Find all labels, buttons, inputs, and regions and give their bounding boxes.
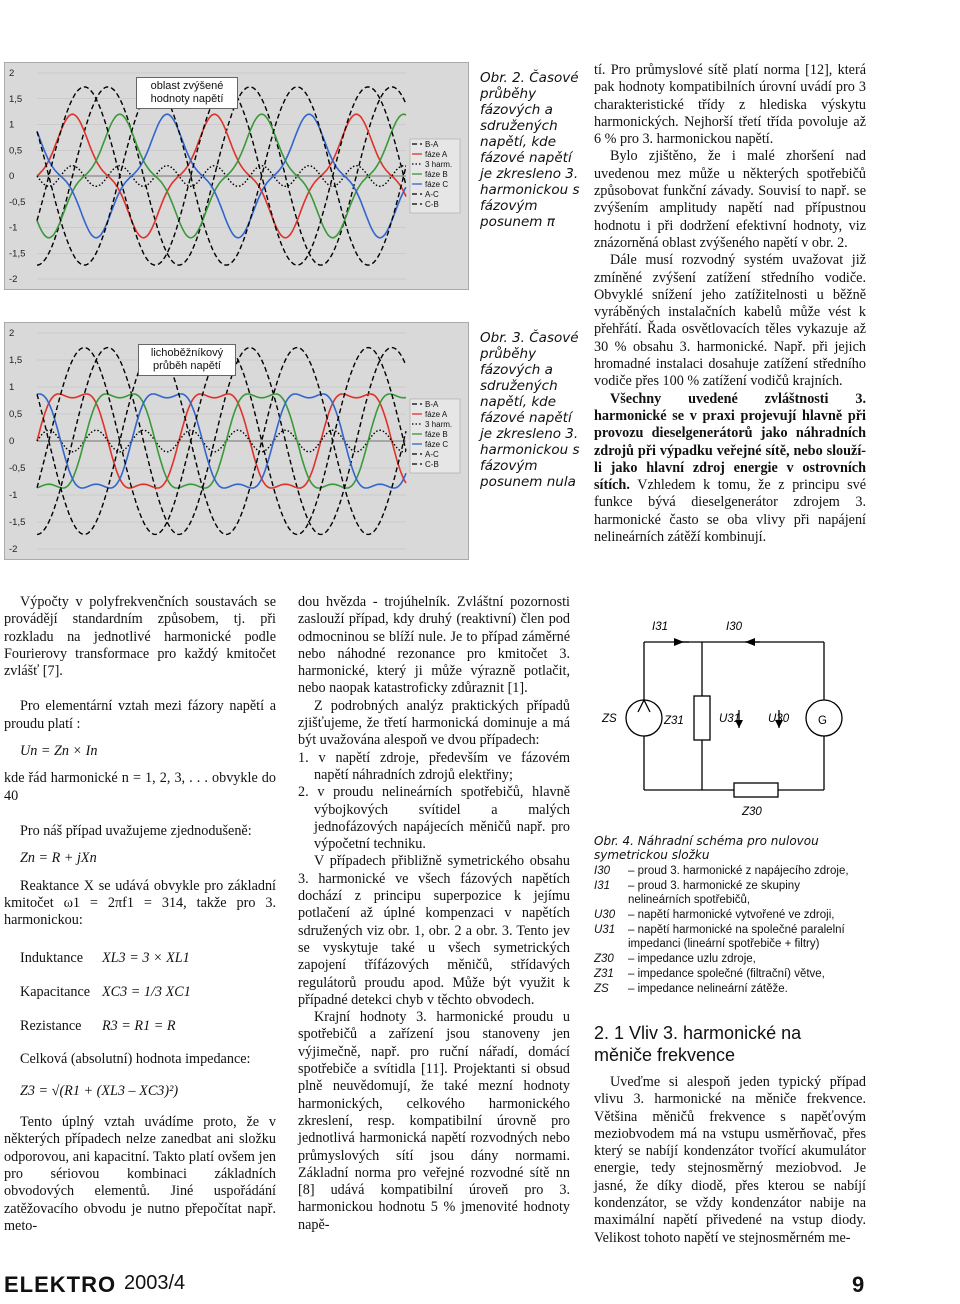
figure-3-svg: [5, 323, 468, 559]
inductance-label: Induktance: [20, 950, 84, 967]
y-tick-label: -1: [9, 490, 18, 501]
figure-3-caption: Obr. 3. Časové průběhy fázových a sdružených napětí, kde fázové napětí je zkresleno 3. harmonickou s fázovým posunem nula: [480, 330, 580, 490]
paragraph: Krajní hodnoty 3. harmonické proudu u spotřebičů a zařízení jsou stanoveny jen výjimečně, např. pro ruční nářadí, domácí spotřebiče a svítidla [11]. Projektanti si obsud plně neuvědomují, že také mezní hodnoty harmonických, celkového harmonického zkreslení, resp. kompatibilní úrovně pro jednotlivá harmonická napětí rozvodných nebo průmyslových sítí jsou dány normami. Základní norma pro veřejné rozvodné sítě nn [8] udává kompatibilní úroveň pro 3. harmonickou hodnotu 5 % jmenovité hodnoty napě-: [298, 1009, 570, 1233]
legend-text: – impedance uzlu zdroje,: [628, 953, 756, 965]
legend-text: – proud 3. harmonické z napájecího zdroje,: [628, 865, 849, 877]
formula-ohm: Un = Zn × In: [20, 743, 98, 760]
label-g: G: [818, 715, 827, 727]
y-tick-label: 1,5: [9, 93, 23, 105]
y-tick-label: 1: [9, 382, 15, 393]
paragraph: Z podrobných analýz praktických případů zjišťujeme, že třetí harmonická dominuje a má být uvažována alespoň ve dvou případech:: [298, 697, 570, 749]
legend-text: – proud 3. harmonické ze skupiny nelineárních spotřebičů,: [628, 880, 800, 906]
column-1: [4, 594, 276, 1235]
label-i30: I30: [726, 621, 742, 633]
legend-label: fáze B: [425, 430, 448, 439]
legend-label: fáze C: [425, 180, 449, 189]
legend-item: [594, 967, 864, 981]
y-tick-label: -2: [9, 544, 18, 555]
figure-4-legend: [594, 864, 864, 997]
resistance-label: Rezistance: [20, 1018, 82, 1035]
bold-text: Všechny uvedené zvláštnosti 3. harmonické se v praxi projevují hlavně při provozu dieselgenerátorů jako náhradních zdrojů při výpadku veřejné sítě, nebo slouží-li jako hlavní zdroj energie v ostrovních sítích.: [594, 390, 866, 494]
paragraph: Pro náš případ uvažujeme zjednodušeně:: [20, 822, 252, 839]
y-tick-label: -2: [9, 274, 18, 285]
y-tick-label: 2: [9, 68, 15, 79]
resistance-formula: R3 = R1 = R: [102, 1018, 176, 1035]
inductance-formula: XL3 = 3 × XL1: [102, 950, 190, 967]
label-z31: Z31: [664, 715, 684, 727]
paragraph: dou hvězda - trojúhelník. Zvláštní pozornosti zaslouží případ, kdy druhý (reaktivní) člen pod odmocninou se blíží nule. Je to případ záměrné nebo náhodné rezonance pro kmitočet 3. harmonické, který ji může výrazně potlačit, nebo naopak katastroficky zdůraznit [1].: [298, 594, 570, 697]
figure-3-chart: [4, 322, 469, 560]
legend-label: fáze B: [425, 170, 448, 179]
label-zs: ZS: [602, 713, 617, 725]
legend-label: C-B: [425, 460, 439, 469]
legend-item: [594, 982, 864, 996]
footer-page-number: 9: [852, 1272, 865, 1297]
legend-symbol: Z30: [594, 953, 614, 965]
legend-item: [594, 879, 864, 907]
y-tick-label: 1,5: [9, 355, 23, 366]
legend-label: 3 harm.: [425, 420, 453, 429]
paragraph: Dále musí rozvodný systém uvažovat již zmíněné zvýšení zatížení středního vodiče. Obvyklé snížení jeho zatížitelnosti u běžně vyráběných instalačních kabelů může vést k přehřátí. Řada osvětlovacích těles vykazuje až 30 % obsahu 3. harmonické. Např. při jejich hromadné instalaci dosahuje zatížení středního vodiče přes 100 % zatížení vodičů krajních.: [594, 252, 866, 390]
footer-issue: 2003/4: [124, 1272, 186, 1294]
capacitance-label: Kapacitance: [20, 984, 91, 1001]
label-z30: Z30: [742, 806, 762, 818]
legend-symbol: I31: [594, 880, 610, 892]
legend-item: [594, 923, 864, 951]
label-u30: U30: [768, 713, 790, 725]
legend-label: A-C: [425, 190, 439, 199]
figure-3-annotation: lichoběžníkový průběh napětí: [138, 344, 236, 376]
column-3-bottom: [594, 1074, 866, 1247]
paragraph: V případech přibližně symetrického obsahu 3. harmonické ve všech fázových napětích dochází z principu superpozice k jejímu potlačení až úplné kompenzaci v napětích sdružených viz obr. 1, obr. 2 a obr. 3. Tento jev se vyskytuje také u všech symetrických zapojení třífázových měničů, střídavých regulátorů proudu apod. Může být využit k případné detekci chyb v těchto obvodech.: [298, 853, 570, 1008]
y-tick-label: 0,5: [9, 409, 23, 420]
column-3: [594, 62, 866, 546]
section-heading: 2. 1 Vliv 3. harmonické na měniče frekvence: [594, 1023, 802, 1065]
paragraph: Tento úplný vztah uvádíme proto, že v některých případech nelze zanedbat ani složku odporovou, ani kapacitní. Takto platí ovšem jen pro sériovou kombinaci základních obvodových elementů. Jiné uspořádání zatěžovacího obvodu je nutno přepočítat např. meto-: [4, 1114, 276, 1234]
capacitance-row: [20, 975, 276, 1009]
capacitance-formula: XC3 = 1/3 XC1: [102, 984, 191, 1001]
legend-label: fáze A: [425, 410, 448, 419]
legend-text: – napětí harmonické na společné paralelní impedanci (lineární spotřebiče + filtry): [628, 924, 845, 950]
text: Vzhledem k tomu, že z principu své funkce bývá dieselgenerátor zdrojem 3. harmonické často se oba vlivy při napájení nelineárních zátěží kombinují.: [594, 477, 866, 546]
legend-label: C-B: [425, 200, 439, 209]
paragraph: Celková (absolutní) hodnota impedance:: [20, 1051, 251, 1068]
figure-4-caption: Obr. 4. Náhradní schéma pro nulovou symetrickou složku: [594, 834, 819, 862]
paragraph: Výpočty v polyfrekvenčních soustavách se provádějí standardním způsobem, tj. při rozkladu na jednotlivé harmonické podle Fourierovy transformace pro každý kmitočet zvlášť [7].: [4, 594, 276, 680]
paragraph: Uveďme si alespoň jeden typický případ vlivu 3. harmonické na měniče frekvence. Většina měničů frekvence s napěťovým meziobvodem má na vstupu usměrňovač, přes který se nabíjí kondenzátor tvořící akumulátor energie, tedy stejnosměrný meziobvod. Je jasné, že díky diodě, přes kterou se nabíjí kondenzátor, se vždy kondenzátor nabije na maximální napětí přivedené na vstup diody. Velikost tohoto napětí ve stejnosměrném me-: [594, 1074, 866, 1246]
legend-symbol: Z31: [594, 968, 614, 980]
legend-symbol: U31: [594, 924, 616, 936]
y-tick-label: -0,5: [9, 196, 26, 208]
legend-label: fáze A: [425, 150, 448, 159]
legend-label: B-A: [425, 400, 439, 409]
y-tick-label: -1,5: [9, 517, 26, 528]
figure-2-caption: Obr. 2. Časové průběhy fázových a sdružených napětí, kde fázové napětí je zkresleno 3. harmonickou s fázovým posunem π: [480, 70, 580, 230]
legend-label: fáze C: [425, 440, 449, 449]
y-tick-label: 0: [9, 436, 15, 447]
label-i31: I31: [652, 621, 668, 633]
y-tick-label: 0,5: [9, 145, 23, 157]
legend-symbol: I30: [594, 865, 610, 877]
column-2: [298, 594, 570, 1234]
legend-item: [594, 864, 864, 878]
paragraph: Bylo zjištěno, že i malé zhoršení nad uvedenou mez může u některých spotřebičů způsobovat funkční závady. Souvisí to např. se zvýšením amplitudy napětí nad přípustnou hodnotu i při dodržení efektivní hodnoty, viz znázorněná oblast zvýšeného napětí v obr. 2.: [594, 148, 866, 251]
inductance-row: [20, 941, 276, 975]
legend-label: B-A: [425, 140, 439, 149]
paragraph: Pro elementární vztah mezi fázory napětí a proudu platí :: [4, 698, 276, 732]
paragraph: tí. Pro průmyslové sítě platí norma [12], která pak hodnoty kompatibilních úrovní uvádí pro 3 charakteristické třídy z hlediska výskytu harmonických. Nejhorší třetí třída povoluje až 6 % pro 3. harmonickou napětí.: [594, 62, 866, 148]
legend-label: 3 harm.: [425, 160, 453, 169]
footer-brand: ELEKTRO: [4, 1272, 117, 1297]
formula-impedance: Zn = R + jXn: [20, 850, 97, 867]
y-tick-label: -1: [9, 222, 18, 234]
list-item: 1. v napětí zdroje, především ve fázovém napětí náhradních zdrojů elektřiny;: [298, 749, 570, 783]
y-tick-label: 1: [9, 119, 15, 131]
list-item: 2. v proudu nelineárních spotřebičů, hlavně výbojkových svítidel a malých jednofázových napájecích měničů např. pro výpočetní techniku.: [298, 784, 570, 853]
legend-text: – napětí harmonické vytvořené ve zdroji,: [628, 909, 835, 921]
y-tick-label: 0: [9, 171, 15, 182]
resistance-row: [20, 1009, 276, 1043]
formula-z3: Z3 = √(R1 + (XL3 – XC3)²): [20, 1082, 179, 1099]
legend-text: – impedance společné (filtrační) větve,: [628, 968, 825, 980]
figure-4-circuit: [594, 600, 866, 830]
paragraph: [594, 391, 866, 547]
legend-text: – impedance nelineární zátěže.: [628, 983, 788, 995]
legend-item: [594, 908, 864, 922]
label-u31: U31: [719, 713, 741, 725]
y-tick-label: 2: [9, 328, 15, 339]
legend-symbol: ZS: [594, 983, 609, 995]
paragraph: Reaktance X se udává obvykle pro základní kmitočet ω1 = 2πf1 = 314, takže pro 3. harmonickou:: [4, 877, 276, 929]
legend-label: A-C: [425, 450, 439, 459]
y-tick-label: -1,5: [9, 248, 26, 260]
legend-item: [594, 952, 864, 966]
legend-symbol: U30: [594, 909, 616, 921]
figure-2-annotation: oblast zvýšené hodnoty napětí: [136, 77, 238, 109]
paragraph: kde řád harmonické n = 1, 2, 3, . . . obvykle do 40: [4, 770, 276, 804]
y-tick-label: -0,5: [9, 463, 26, 474]
